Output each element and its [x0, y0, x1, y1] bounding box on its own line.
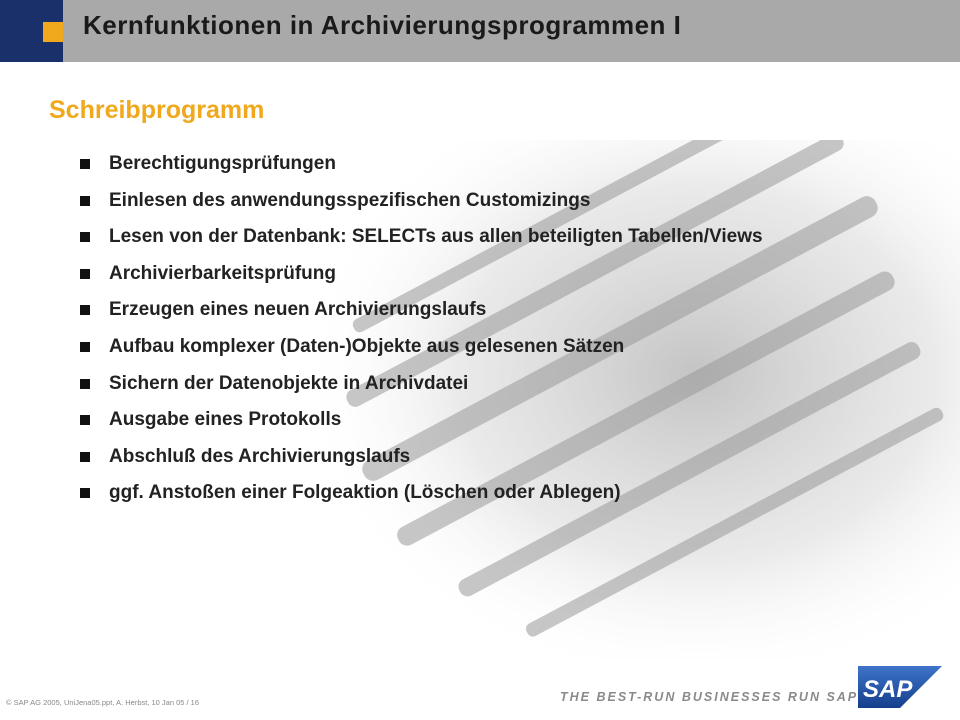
list-item: Ausgabe eines Protokolls [80, 408, 763, 445]
bullet-list [80, 152, 763, 518]
sap-logo-text: SAP [863, 676, 913, 703]
square-bullet-icon [80, 269, 90, 279]
list-item: Einlesen des anwendungsspezifischen Customizings [80, 189, 763, 226]
square-bullet-icon [80, 305, 90, 315]
section-heading: Schreibprogramm [49, 96, 265, 124]
square-bullet-icon [80, 415, 90, 425]
list-item: ggf. Anstoßen einer Folgeaktion (Löschen oder Ablegen) [80, 481, 763, 518]
title-bar [0, 0, 960, 62]
list-item: Erzeugen eines neuen Archivierungslaufs [80, 298, 763, 335]
sap-logo [858, 666, 942, 708]
square-bullet-icon [80, 342, 90, 352]
list-item: Abschluß des Archivierungslaufs [80, 445, 763, 482]
footer-tagline: THE BEST-RUN BUSINESSES RUN SAP [560, 690, 859, 704]
list-item: Lesen von der Datenbank: SELECTs aus allen beteiligten Tabellen/Views [80, 225, 763, 262]
list-item: Sichern der Datenobjekte in Archivdatei [80, 372, 763, 409]
slide-title: Kernfunktionen in Archivierungsprogrammen I [83, 10, 682, 40]
square-bullet-icon [80, 159, 90, 169]
footer-copyright: © SAP AG 2005, UniJena05.ppt, A. Herbst, 10 Jan 05 / 16 [6, 698, 200, 707]
title-square-icon [43, 22, 63, 42]
square-bullet-icon [80, 196, 90, 206]
list-item: Archivierbarkeitsprüfung [80, 262, 763, 299]
list-item: Aufbau komplexer (Daten-)Objekte aus gelesenen Sätzen [80, 335, 763, 372]
square-bullet-icon [80, 379, 90, 389]
list-item: Berechtigungsprüfungen [80, 152, 763, 189]
registered-mark: ® [928, 699, 934, 708]
square-bullet-icon [80, 232, 90, 242]
square-bullet-icon [80, 452, 90, 462]
square-bullet-icon [80, 488, 90, 498]
